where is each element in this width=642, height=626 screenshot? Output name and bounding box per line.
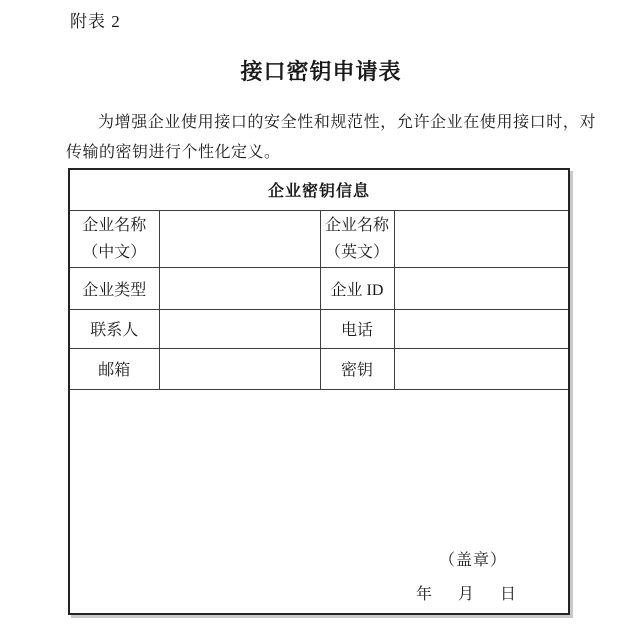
intro-paragraph: 为增强企业使用接口的安全性和规范性，允许企业在使用接口时，对传输的密钥进行个性化定义。 (66, 114, 596, 161)
value-email (159, 348, 320, 389)
value-company-id (394, 267, 569, 309)
label-company-id: 企业 ID (320, 267, 394, 309)
form-title: 接口密钥申请表 (240, 59, 402, 84)
label-secret-key: 密钥 (320, 348, 394, 389)
seal-label: （盖章） (439, 552, 508, 569)
value-company-name-en (394, 210, 569, 267)
table-row (69, 348, 569, 389)
signature-area (69, 389, 569, 614)
signature-row (69, 389, 569, 614)
value-phone (394, 309, 569, 348)
label-contact: 联系人 (69, 309, 159, 348)
label-company-name-en (320, 210, 394, 267)
value-secret-key (394, 348, 569, 389)
table-row (69, 309, 569, 348)
label-line: 企业名称 (82, 216, 147, 234)
table-header-cell: 企业密钥信息 (69, 169, 569, 210)
label-company-type: 企业类型 (69, 267, 159, 309)
value-company-type (159, 267, 320, 309)
table-header-row (69, 169, 569, 210)
enterprise-key-table (68, 168, 570, 615)
label-company-name-cn (69, 210, 159, 267)
value-contact (159, 309, 320, 348)
label-phone: 电话 (320, 309, 394, 348)
label-line: 企业名称 (324, 216, 389, 234)
table-row (69, 267, 569, 309)
table-row (69, 210, 569, 267)
appendix-label: 附表 2 (70, 12, 121, 31)
label-line: （中文） (82, 243, 147, 261)
date-label: 年 月 日 (416, 586, 517, 603)
label-line: （英文） (324, 243, 389, 261)
value-company-name-cn (159, 210, 320, 267)
label-email: 邮箱 (69, 348, 159, 389)
